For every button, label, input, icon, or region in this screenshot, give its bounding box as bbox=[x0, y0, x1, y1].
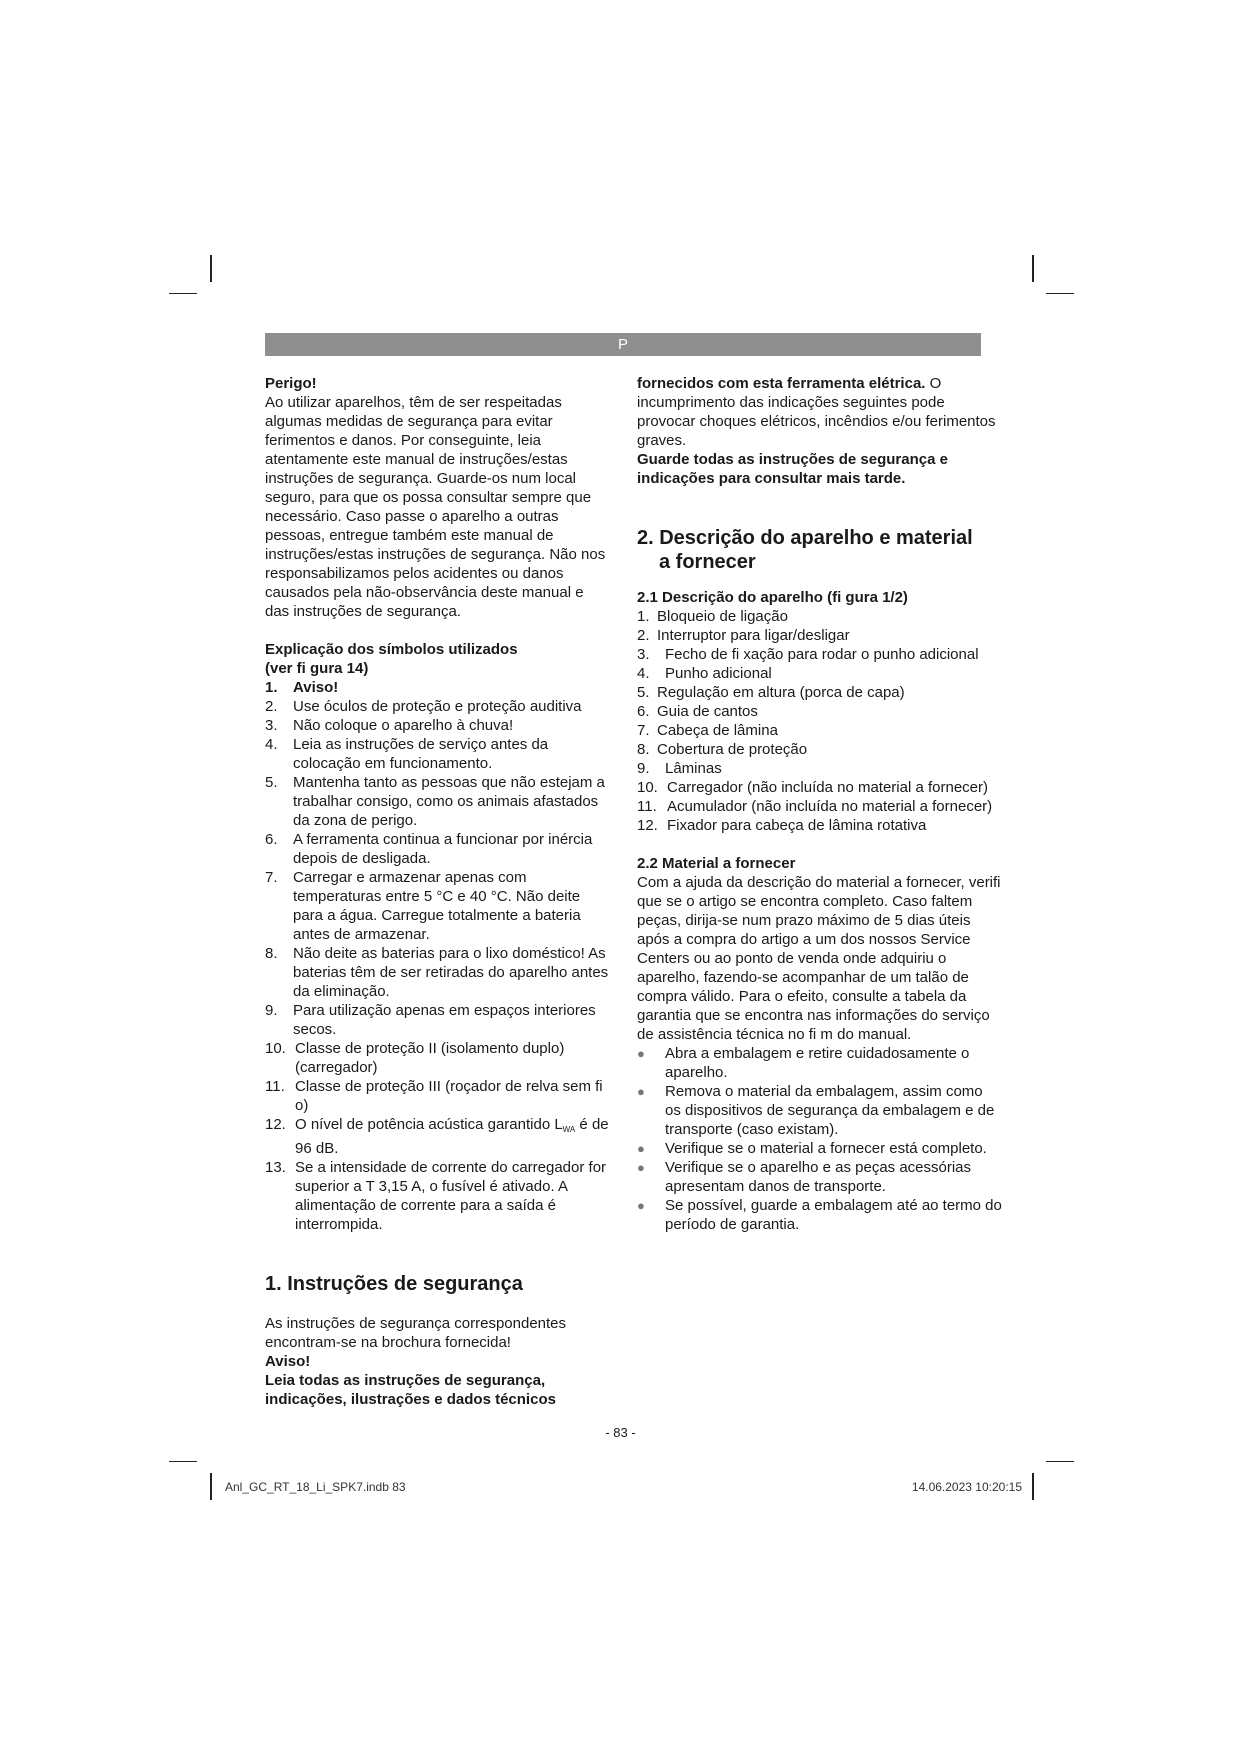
crop-mark bbox=[1046, 293, 1074, 294]
list-item: 5. Regulação em altura (porca de capa) bbox=[637, 684, 905, 701]
bullet-icon: ● bbox=[637, 1046, 645, 1061]
list-item: 4. Leia as instruções de serviço antes da colocação em funcionamento. bbox=[265, 736, 549, 772]
subsection-2-2-title: 2.2 Material a fornecer bbox=[637, 855, 796, 872]
danger-text: Ao utilizar aparelhos, têm de ser respeitadas algumas medidas de segurança para evitar ferimentos e danos. Por conseguinte, leia atentamente este manual de instruções/estas instruções de segurança. Guarde-os num local seguro, para que os possa consultar sempre que necessário. Caso passe o aparelho a outras pessoas, entregue também este manual de instruções/estas instruções de segurança. Não nos responsabilizamos pelos acidentes ou danos causados pela não-observância deste manual e das instruções de segurança. bbox=[265, 394, 606, 620]
section-1-title: 1. Instruções de segurança bbox=[265, 1273, 523, 1295]
crop-mark bbox=[169, 1461, 197, 1462]
list-item: 6. A ferramenta continua a funcionar por inércia depois de desligada. bbox=[265, 831, 593, 867]
list-item: 3. Fecho de fi xação para rodar o punho adicional bbox=[637, 646, 979, 663]
list-item: 13. Se a intensidade de corrente do carregador for superior a T 3,15 A, o fusível é ativado. A alimentação de corrente para a saída é interrompida. bbox=[265, 1159, 607, 1233]
section-1-bold-text: Leia todas as instruções de segurança, indicações, ilustrações e dados técnicos bbox=[265, 1372, 556, 1408]
list-item: 12. O nível de potência acústica garantido $L_{WA}$ é de 96 dB. bbox=[265, 1116, 609, 1157]
keep-instructions-text: Guarde todas as instruções de segurança e indicações para consultar mais tarde. bbox=[637, 451, 948, 487]
list-item: 8. Cobertura de proteção bbox=[637, 741, 808, 758]
section-2-title: 2. Descrição do aparelho e material bbox=[637, 527, 973, 549]
footer-file-name: Anl_GC_RT_18_Li_SPK7.indb 83 bbox=[225, 1480, 406, 1494]
list-item: 12. Fixador para cabeça de lâmina rotativa bbox=[637, 817, 927, 834]
crop-mark bbox=[1046, 1461, 1074, 1462]
list-item: 10. Carregador (não incluída no material a fornecer) bbox=[637, 779, 988, 796]
list-item: 2. Interruptor para ligar/desligar bbox=[637, 627, 850, 644]
page-number: - 83 - bbox=[605, 1425, 636, 1440]
list-item: 7. Cabeça de lâmina bbox=[637, 722, 778, 739]
section-1-text: As instruções de segurança correspondentes encontram-se na brochura fornecida! bbox=[265, 1315, 567, 1351]
list-item: 2. Use óculos de proteção e proteção auditiva bbox=[265, 698, 582, 715]
checklist bbox=[637, 1044, 1002, 1234]
danger-title: Perigo! bbox=[265, 375, 317, 392]
footer-timestamp: 14.06.2023 10:20:15 bbox=[911, 1480, 1022, 1494]
list-item: ● Se possível, guarde a embalagem até ao termo do período de garantia. bbox=[637, 1197, 1002, 1233]
list-item: 6. Guia de cantos bbox=[637, 703, 758, 720]
continued-text: fornecidos com esta ferramenta elétrica. O incumprimento das indicações seguintes pode provocar choques elétricos, incêndios e/ou ferimentos graves. bbox=[637, 375, 996, 449]
list-item: ● Remova o material da embalagem, assim como os dispositivos de segurança da embalagem e de transporte (caso existam). bbox=[637, 1083, 995, 1138]
bullet-icon: ● bbox=[637, 1084, 645, 1099]
bullet-icon: ● bbox=[637, 1198, 645, 1213]
left-column bbox=[265, 374, 610, 1409]
list-item: ● Abra a embalagem e retire cuidadosamente o aparelho. bbox=[637, 1045, 970, 1081]
list-item: 11. Acumulador (não incluída no material a fornecer) bbox=[637, 798, 993, 815]
list-item: 9. Para utilização apenas em espaços interiores secos. bbox=[265, 1002, 596, 1038]
right-column bbox=[637, 374, 1002, 1234]
list-item: 1. Aviso! bbox=[265, 679, 339, 696]
crop-mark bbox=[1032, 1473, 1034, 1500]
language-code: P bbox=[617, 336, 628, 353]
list-item: ● Verifique se o material a fornecer está completo. bbox=[637, 1140, 987, 1157]
language-header-bar bbox=[265, 333, 981, 356]
subsection-2-2-text: Com a ajuda da descrição do material a fornecer, verifi que se o artigo se encontra completo. Caso faltem peças, dirija-se num prazo máximo de 5 dias úteis após a compra do artigo a um dos nossos Service Centers ou ao ponto de venda onde adquiriu o aparelho, fazendo-se acompanhar de um talão de compra válido. Para o efeito, consulte a tabela da garantia que se encontra nas informações do serviço de assistência técnica no fi m do manual. bbox=[637, 874, 1001, 1043]
section-2-title-cont: a fornecer bbox=[659, 551, 756, 573]
list-item: 4. Punho adicional bbox=[637, 665, 772, 682]
crop-mark bbox=[210, 255, 212, 282]
crop-mark bbox=[1032, 255, 1034, 282]
list-item: 7. Carregar e armazenar apenas com temperaturas entre 5 °C e 40 °C. Não deite para a água. Carregue totalmente a bateria antes de armazenar. bbox=[265, 869, 581, 943]
list-item: 5. Mantenha tanto as pessoas que não estejam a trabalhar consigo, como os animais afastados da zona de perigo. bbox=[265, 774, 605, 829]
symbols-heading: Explicação dos símbolos utilizados bbox=[265, 641, 518, 658]
list-item: 8. Não deite as baterias para o lixo doméstico! As baterias têm de ser retiradas do aparelho antes da eliminação. bbox=[265, 945, 609, 1000]
crop-mark bbox=[169, 293, 197, 294]
warning-label: Aviso! bbox=[265, 1353, 311, 1370]
list-item: 9. Lâminas bbox=[637, 760, 722, 777]
bullet-icon: ● bbox=[637, 1160, 645, 1175]
list-item: 1. Bloqueio de ligação bbox=[637, 608, 788, 625]
crop-mark bbox=[210, 1473, 212, 1500]
bullet-icon: ● bbox=[637, 1141, 645, 1156]
list-item: ● Verifique se o aparelho e as peças acessórias apresentam danos de transporte. bbox=[637, 1159, 972, 1195]
list-item: 10. Classe de proteção II (isolamento duplo) (carregador) bbox=[265, 1040, 565, 1076]
symbols-list bbox=[265, 678, 610, 1234]
symbols-heading-ref: (ver fi gura 14) bbox=[265, 660, 369, 677]
list-item: 3. Não coloque o aparelho à chuva! bbox=[265, 717, 514, 734]
list-item: 11. Classe de proteção III (roçador de relva sem fi o) bbox=[265, 1078, 603, 1114]
subsection-2-1-title: 2.1 Descrição do aparelho (fi gura 1/2) bbox=[637, 589, 908, 606]
parts-list bbox=[637, 607, 1002, 835]
